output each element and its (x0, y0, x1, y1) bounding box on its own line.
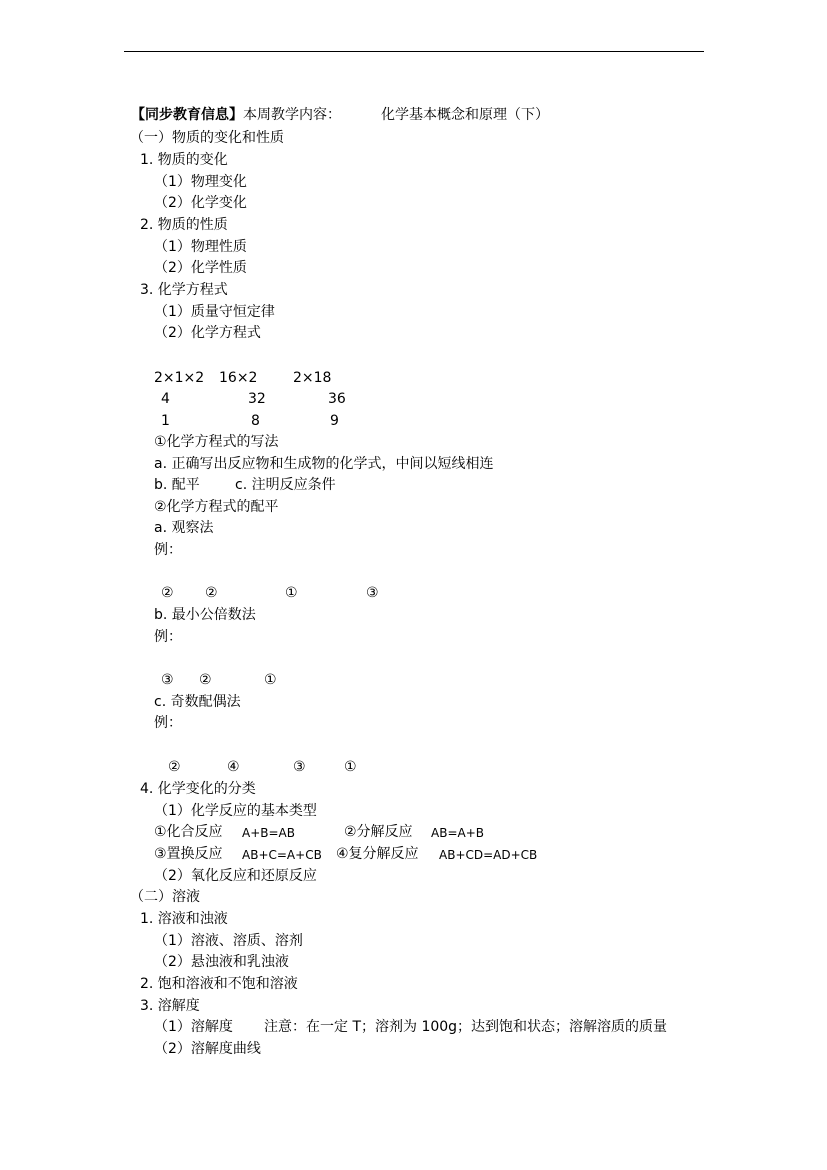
list-item: c. 注明反应条件 (235, 477, 336, 493)
coefficient-marker: ② (168, 759, 181, 775)
list-item: a. 正确写出反应物和生成物的化学式，中间以短线相连 (154, 456, 494, 472)
reaction-type-formula: AB+C=A+CB (242, 848, 322, 862)
lesson-content-label: 本周教学内容： (243, 107, 341, 123)
mass-ratio-value: 1 (161, 413, 170, 429)
coefficient-marker: ① (285, 585, 298, 601)
point-heading: ②化学方程式的配平 (154, 499, 279, 515)
list-item: （2）化学变化 (154, 195, 247, 211)
method-heading: b. 最小公倍数法 (154, 607, 256, 623)
reaction-type-formula: AB=A+B (431, 826, 484, 840)
lesson-header (131, 107, 549, 123)
mass-ratio-value: 2×1×2 (154, 370, 205, 386)
reaction-type-formula: AB+CD=AD+CB (439, 848, 538, 862)
subsection-heading: 1. 物质的变化 (140, 152, 228, 168)
method-heading: c. 奇数配偶法 (154, 694, 241, 710)
mass-ratio-value: 9 (330, 413, 339, 429)
reaction-type-name: ①化合反应 (154, 824, 223, 840)
example-label: 例： (154, 629, 182, 645)
list-item: b. 配平 (154, 477, 200, 493)
coefficient-marker: ② (205, 585, 218, 601)
list-item: （2）化学方程式 (154, 325, 261, 341)
list-item: （1）化学反应的基本类型 (154, 803, 317, 819)
lesson-bracket-title: 【同步教育信息】 (131, 107, 243, 123)
subsection-heading: 1. 溶液和浊液 (140, 911, 228, 927)
list-item: （1）溶液、溶质、溶剂 (154, 933, 303, 949)
list-item: （1）物理变化 (154, 174, 247, 190)
example-label: 例： (154, 715, 182, 731)
coefficient-marker: ④ (227, 759, 240, 775)
list-item: （1）溶解度 (154, 1019, 233, 1035)
mass-ratio-value: 32 (248, 391, 266, 407)
list-item: （2）氧化反应和还原反应 (154, 868, 317, 884)
example-label: 例： (154, 542, 182, 558)
list-item: （2）溶解度曲线 (154, 1041, 261, 1057)
mass-ratio-value: 4 (161, 391, 170, 407)
subsection-heading: 4. 化学变化的分类 (140, 781, 256, 797)
header-rule (124, 51, 704, 52)
list-item: （2）化学性质 (154, 260, 247, 276)
reaction-type-name: ②分解反应 (344, 824, 413, 840)
method-heading: a. 观察法 (154, 520, 214, 536)
list-item: （2）悬浊液和乳浊液 (154, 954, 289, 970)
list-item: （1）质量守恒定律 (154, 304, 275, 320)
coefficient-marker: ② (199, 672, 212, 688)
subsection-heading: 2. 物质的性质 (140, 217, 228, 233)
coefficient-marker: ③ (161, 672, 174, 688)
subsection-heading: 3. 化学方程式 (140, 282, 228, 298)
coefficient-marker: ③ (366, 585, 379, 601)
point-heading: ①化学方程式的写法 (154, 434, 279, 450)
coefficient-marker: ① (344, 759, 357, 775)
mass-ratio-value: 2×18 (293, 370, 332, 386)
subsection-heading: 2. 饱和溶液和不饱和溶液 (140, 976, 298, 992)
reaction-type-name: ③置换反应 (154, 846, 223, 862)
section-heading: （一）物质的变化和性质 (130, 130, 284, 146)
coefficient-marker: ② (161, 585, 174, 601)
subsection-heading: 3. 溶解度 (140, 998, 200, 1014)
lesson-topic: 化学基本概念和原理（下） (381, 107, 549, 123)
reaction-type-name: ④复分解反应 (336, 846, 419, 862)
mass-ratio-value: 8 (251, 413, 260, 429)
coefficient-marker: ① (264, 672, 277, 688)
note-text: 注意：在一定 T；溶剂为 100g；达到饱和状态；溶解溶质的质量 (264, 1019, 668, 1035)
list-item: （1）物理性质 (154, 239, 247, 255)
reaction-type-formula: A+B=AB (242, 826, 295, 840)
section-heading: （二）溶液 (130, 889, 200, 905)
mass-ratio-value: 36 (328, 391, 346, 407)
mass-ratio-value: 16×2 (219, 370, 258, 386)
coefficient-marker: ③ (293, 759, 306, 775)
